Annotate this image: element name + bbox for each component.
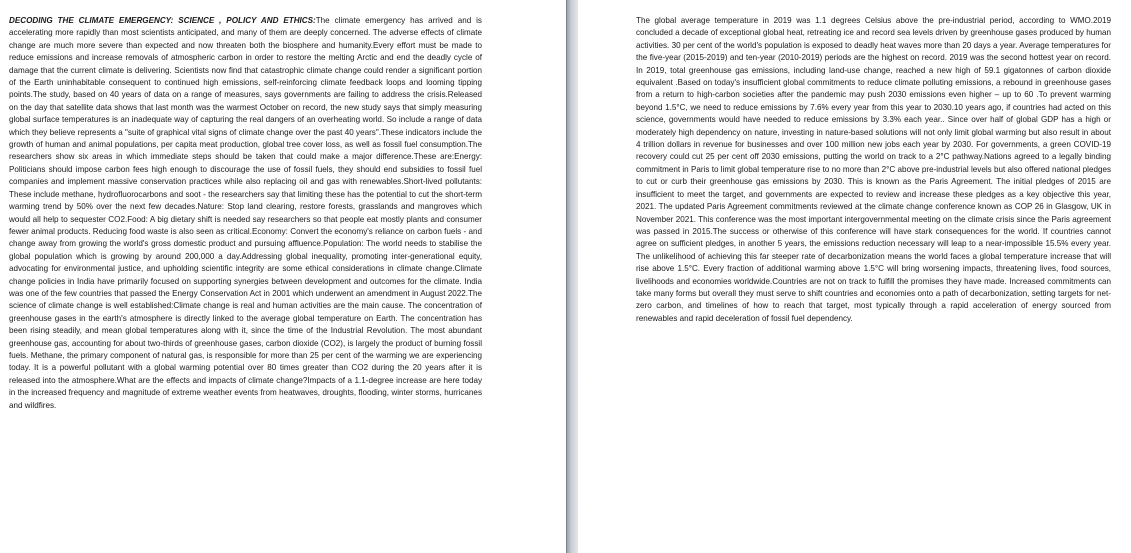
left-page-text xyxy=(9,15,482,412)
article-heading: DECODING THE CLIMATE EMERGENCY: SCIENCE , POLICY AND ETHICS: xyxy=(9,16,316,25)
document-page-right xyxy=(578,0,1131,553)
right-page-body: The global average temperature in 2019 was 1.1 degrees Celsius above the pre-industrial period, according to WMO.2019 concluded a decade of exceptional global heat, retreating ice and record sea levels driven by greenhouse gases produced by human activities. 30 per cent of the world's population is exposed to deadly heat waves more than 20 days a year. Average temperatures for the five-year (2015-2019) and ten-year (2010-2019) periods are the highest on record. 2019 was the second hottest year on record. In 2019, total greenhouse gas emissions, including land-use change, reached a new high of 59.1 gigatonnes of carbon dioxide equivalent .Based on today's insufficient global commitments to reduce climate polluting emissions, a rebound in greenhouse gases from a return to high-carbon societies after the pandemic may push 2030 emissions even higher – up to 60 .To prevent warming beyond 1.5°C, we need to reduce emissions by 7.6% every year from this year to 2030.10 years ago, if countries had acted on this science, governments would have needed to reduce emissions by 3.3% each year.. Since over half of global GDP has a high or moderately high dependency on nature, investing in nature-based solutions will not only limit global warming but also result in about 4 trillion dollars in revenue for businesses and over 100 million new jobs each year by 2030. For governments, a green COVID-19 recovery could cut 25 per cent off 2030 emissions, putting the world on track to a 2°C pathway.Nations agreed to a legally binding commitment in Paris to limit global temperature rise to no more than 2°C above pre-industrial levels but also offered national pledges to cut or curb their greenhouse gas emissions by 2030. This is known as the Paris Agreement. The initial pledges of 2015 are insufficient to meet the target, and governments are expected to review and increase these pledges as a key objective this year, 2021. The updated Paris Agreement commitments reviewed at the climate change conference known as COP 26 in Glasgow, UK in November 2021. This conference was the most important intergovernmental meeting on the climate crisis since the Paris agreement was passed in 2015.The success or otherwise of this conference will have stark consequences for the world. If countries cannot agree on sufficient pledges, in another 5 years, the emissions reduction necessary will leap to a near-impossible 15.5% every year. The unlikelihood of achieving this far steeper rate of decarbonization means the world faces a global temperature increase that will rise above 1.5°C. Every fraction of additional warming above 1.5°C will bring worsening impacts, threatening lives, food sources, livelihoods and economies worldwide.Countries are not on track to fulfill the promises they have made. Increased commitments can take many forms but overall they must serve to shift countries and economies onto a path of decarbonization, setting targets for net-zero carbon, and timelines of how to reach that target, most typically through a rapid acceleration of energy sourced from renewables and rapid deceleration of fossil fuel dependency. xyxy=(636,16,1111,323)
page-gutter xyxy=(567,0,578,553)
left-page-body: The climate emergency has arrived and is accelerating more rapidly than most scientists anticipated, and many of them are deeply concerned. The adverse effects of climate change are much more severe than expected and now threaten both the biosphere and humanity.Every effort must be made to reduce emissions and increase removals of atmospheric carbon in order to restore the melting Arctic and end the deadly cycle of damage that the current climate is delivering. Scientists now find that catastrophic climate change could render a significant portion of the Earth uninhabitable consequent to continued high emissions, self-reinforcing climate feedback loops and looming tipping points.The study, based on 40 years of data on a range of measures, says governments are failing to address the crisis.Released on the day that satellite data shows that last month was the warmest October on record, the new study says that simply measuring global surface temperatures is an inadequate way of capturing the real dangers of an overheating world. So include a range of data which they believe represents a "suite of graphical vital signs of climate change over the past 40 years".These indicators include the growth of human and animal populations, per capita meat production, global tree cover loss, as well as fossil fuel consumption.The researchers show six areas in which immediate steps should be taken that could make a major difference.These are:Energy: Politicians should impose carbon fees high enough to discourage the use of fossil fuels, they should end subsidies to fossil fuel companies and implement massive conservation practices while also replacing oil and gas with renewables.Short-lived pollutants: These include methane, hydrofluorocarbons and soot - the researchers say that limiting these has the potential to cut the short-term warming trend by 50% over the next few decades.Nature: Stop land clearing, restore forests, grasslands and mangroves which would all help to sequester CO2.Food: A big dietary shift is needed say researchers so that people eat mostly plants and consumer fewer animal products. Reducing food waste is also seen as critical.Economy: Convert the economy's reliance on carbon fuels - and change away from growing the world's gross domestic product and pursuing affluence.Population: The world needs to stabilise the global population which is growing by around 200,000 a day.Addressing global inequality, promoting inter-generational equity, advocating for environmental justice, and upholding scientific integrity are some ethical considerations in climate change.Climate change policies in India have primarily focused on supporting synergies between development and outcomes for the climate. India was one of the few countries that passed the Energy Conservation Act in 2001 which underwent an amendment in August 2022.The science of climate change is well established:Climate change is real and human activities are the main cause. The concentration of greenhouse gases in the earth's atmosphere is directly linked to the average global temperature on Earth. The concentration has been rising steadily, and mean global temperatures along with it, since the time of the Industrial Revolution. The most abundant greenhouse gas, accounting for about two-thirds of greenhouse gases, carbon dioxide (CO2), is largely the product of burning fossil fuels. Methane, the primary component of natural gas, is responsible for more than 25 per cent of the warming we are experiencing today. It is a powerful pollutant with a global warming potential over 80 times greater than CO2 during the 20 years after it is released into the atmosphere.What are the effects and impacts of climate change?Impacts of a 1.1-degree increase are here today in the increased frequency and magnitude of extreme weather events from heatwaves, droughts, flooding, winter storms, hurricanes and wildfires. xyxy=(9,16,482,410)
